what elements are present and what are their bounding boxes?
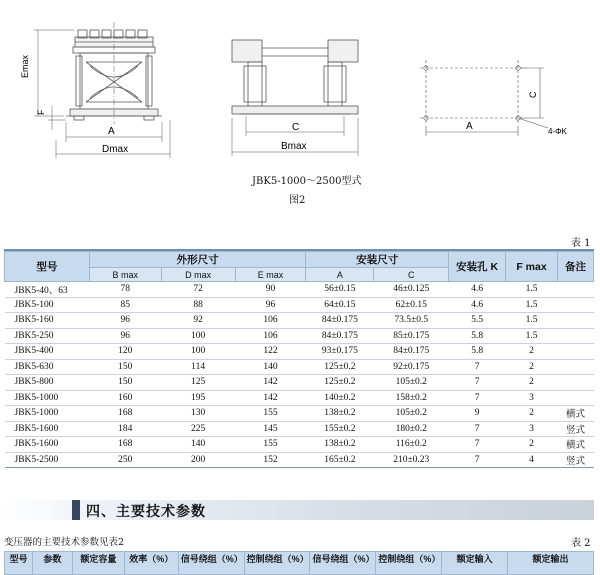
table-cell: 78 (89, 282, 161, 298)
table-cell: 56±0.15 (306, 282, 374, 298)
header-fmax: F max (506, 252, 558, 282)
table-cell: JBK5-160 (5, 313, 90, 329)
dim-holes: 4-ΦK (548, 127, 567, 136)
table-cell: JBK5-630 (5, 359, 90, 375)
table-cell: JBK5-400 (5, 344, 90, 360)
table-cell: 64±0.15 (306, 297, 374, 313)
table-cell: 2 (506, 344, 558, 360)
table-cell: 85±0.175 (374, 328, 449, 344)
technical-parameter-table (4, 551, 594, 575)
table-cell: 7 (449, 452, 506, 468)
header-a: A (306, 268, 374, 282)
table-cell: 168 (89, 406, 161, 422)
dim-bmax: Bmax (281, 141, 307, 152)
table-cell: 180±0.2 (374, 421, 449, 437)
section-title: 四、主要技术参数 (86, 504, 206, 520)
table-cell: 106 (235, 328, 306, 344)
table-cell: 5.5 (449, 313, 506, 329)
table-cell: 7 (449, 390, 506, 406)
table-cell: 100 (161, 328, 235, 344)
table-cell: 2 (506, 406, 558, 422)
table-cell: 竖式 (557, 452, 593, 468)
table-cell: 116±0.2 (374, 437, 449, 453)
table-cell: 130 (161, 406, 235, 422)
table-cell: 160 (89, 390, 161, 406)
table-cell: 142 (235, 375, 306, 391)
table-cell: 7 (449, 437, 506, 453)
table2-header-cell: 型号 (5, 552, 33, 575)
table-cell: 125 (161, 375, 235, 391)
table2-header-cell: 参数 (32, 552, 72, 575)
header-bmax: B max (89, 268, 161, 282)
section-marker (72, 500, 80, 520)
table1-label: 表 1 (571, 238, 591, 249)
header-hole: 安装孔 K (449, 252, 506, 282)
header-emax: E max (235, 268, 306, 282)
table-row (5, 421, 594, 437)
table-row (5, 359, 594, 375)
table-cell: 155 (235, 406, 306, 422)
table-cell: 152 (235, 452, 306, 468)
table-cell: 1.5 (506, 313, 558, 329)
header-model: 型号 (5, 252, 90, 282)
figure-caption: JBK5-1000～2500型式 (252, 176, 362, 187)
table-cell: JBK5-250 (5, 328, 90, 344)
table-cell: 92±0.175 (374, 359, 449, 375)
table-cell: 5.8 (449, 328, 506, 344)
table2-header-cell: 信号绕组（%） (310, 552, 376, 575)
table-cell: 138±0.2 (306, 437, 374, 453)
table-cell: 7 (449, 375, 506, 391)
table-cell: 120 (89, 344, 161, 360)
section-header (4, 500, 594, 520)
table-cell (557, 375, 593, 391)
table2-header-cell: 控制绕组（%） (376, 552, 442, 575)
table-cell: 竖式 (557, 421, 593, 437)
table-cell: 4.6 (449, 297, 506, 313)
table-cell: 2 (506, 359, 558, 375)
table-cell: 93±0.175 (306, 344, 374, 360)
table-cell: 145 (235, 421, 306, 437)
header-mount-dims: 安装尺寸 (306, 252, 449, 268)
table-cell (557, 328, 593, 344)
table-cell: 155 (235, 437, 306, 453)
table-cell: JBK5-800 (5, 375, 90, 391)
table-cell: 4.6 (449, 282, 506, 298)
dimension-table (4, 251, 594, 468)
table-row (5, 328, 594, 344)
dim-dmax: Dmax (102, 144, 129, 155)
table-cell: JBK5-1600 (5, 437, 90, 453)
header-dmax: D max (161, 268, 235, 282)
table-cell: 85 (89, 297, 161, 313)
table-cell (557, 344, 593, 360)
table-cell: 250 (89, 452, 161, 468)
table-cell: 1.5 (506, 282, 558, 298)
table-cell: 96 (235, 297, 306, 313)
table-cell: JBK5-100 (5, 297, 90, 313)
table-cell: 2 (506, 375, 558, 391)
table2-header-cell: 额定输出 (508, 552, 594, 575)
table-row (5, 406, 594, 422)
table2-header-cell: 额定容量 (72, 552, 124, 575)
front-view-drawing (232, 40, 358, 156)
header-outer-dims: 外形尺寸 (89, 252, 306, 268)
table2-label: 表 2 (571, 538, 591, 549)
table-cell: 1.5 (506, 297, 558, 313)
table-cell: 195 (161, 390, 235, 406)
table-cell: 横式 (557, 406, 593, 422)
table-cell: 62±0.15 (374, 297, 449, 313)
table-cell: 2 (506, 437, 558, 453)
dim-c: C (292, 122, 300, 133)
dim-c-holes: C (528, 91, 538, 98)
table-row (5, 375, 594, 391)
table-cell: 114 (161, 359, 235, 375)
side-view-drawing (34, 22, 170, 158)
table-cell: 5.8 (449, 344, 506, 360)
table-row (5, 344, 594, 360)
table-cell: 7 (449, 421, 506, 437)
table-row (5, 282, 594, 298)
table-row (5, 452, 594, 468)
table-cell: 46±0.125 (374, 282, 449, 298)
table-cell: 105±0.2 (374, 375, 449, 391)
table-cell: 200 (161, 452, 235, 468)
table-cell: 142 (235, 390, 306, 406)
table-cell: 3 (506, 390, 558, 406)
table-cell: 84±0.175 (374, 344, 449, 360)
table2-header-cell: 信号绕组（%） (178, 552, 244, 575)
dim-emax: Emax (20, 54, 30, 78)
dim-a: A (108, 126, 115, 137)
table-cell: 100 (161, 344, 235, 360)
table2-header-cell: 控制绕组（%） (244, 552, 310, 575)
table-cell: 84±0.175 (306, 328, 374, 344)
table-cell (557, 390, 593, 406)
figure-number: 图2 (289, 195, 306, 206)
table-cell: 210±0.23 (374, 452, 449, 468)
table-cell: 1.5 (506, 328, 558, 344)
table-cell (557, 282, 593, 298)
table-cell: 106 (235, 313, 306, 329)
table-cell (557, 297, 593, 313)
table-cell: 96 (89, 328, 161, 344)
table-cell: 150 (89, 375, 161, 391)
table-cell: 72 (161, 282, 235, 298)
table-cell: 88 (161, 297, 235, 313)
table-cell: 125±0.2 (306, 359, 374, 375)
table-cell: 122 (235, 344, 306, 360)
table-cell: 165±0.2 (306, 452, 374, 468)
table-cell: 横式 (557, 437, 593, 453)
table-cell: 105±0.2 (374, 406, 449, 422)
table-cell: 96 (89, 313, 161, 329)
table-row (5, 297, 594, 313)
table-cell: 90 (235, 282, 306, 298)
table-cell: JBK5-1000 (5, 406, 90, 422)
table-cell: 158±0.2 (374, 390, 449, 406)
table-cell: 125±0.2 (306, 375, 374, 391)
table-cell: JBK5-40、63 (5, 282, 90, 298)
table-cell: 150 (89, 359, 161, 375)
table-cell (557, 359, 593, 375)
table-cell: 140 (161, 437, 235, 453)
table-cell: 138±0.2 (306, 406, 374, 422)
table-cell: 184 (89, 421, 161, 437)
table-cell: 168 (89, 437, 161, 453)
dim-a-holes: A (466, 121, 473, 132)
table-row (5, 390, 594, 406)
table-cell: 140 (235, 359, 306, 375)
table-cell: 84±0.175 (306, 313, 374, 329)
table-cell: JBK5-1600 (5, 421, 90, 437)
table2-intro: 变压器的主要技术参数见表2 (4, 537, 125, 548)
header-note: 备注 (557, 252, 593, 282)
table-cell: 7 (449, 359, 506, 375)
dim-f: F (36, 109, 46, 115)
table-cell: 140±0.2 (306, 390, 374, 406)
header-c: C (374, 268, 449, 282)
table-cell: 73.5±0.5 (374, 313, 449, 329)
table-row (5, 437, 594, 453)
table-cell: JBK5-2500 (5, 452, 90, 468)
table-cell: 225 (161, 421, 235, 437)
table-row (5, 313, 594, 329)
table-cell: 4 (506, 452, 558, 468)
table2-header-cell: 额定输入 (442, 552, 508, 575)
table-cell (557, 313, 593, 329)
table-cell: 9 (449, 406, 506, 422)
table-cell: 92 (161, 313, 235, 329)
table-cell: JBK5-1000 (5, 390, 90, 406)
table-cell: 155±0.2 (306, 421, 374, 437)
table-cell: 3 (506, 421, 558, 437)
table2-header-cell: 效率（%） (124, 552, 178, 575)
